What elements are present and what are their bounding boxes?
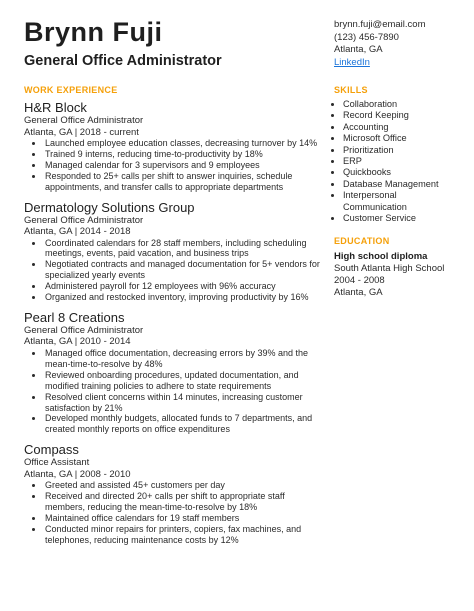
contact-phone: (123) 456-7890 xyxy=(334,31,399,43)
skill-item: • Database Management xyxy=(343,179,462,190)
contact-email[interactable]: brynn.fuji@email.com xyxy=(334,19,426,30)
job-bullets xyxy=(24,238,320,303)
skill-item: • Customer Service xyxy=(343,213,462,224)
skills-list xyxy=(334,99,462,224)
work-experience-heading: WORK EXPERIENCE xyxy=(24,85,118,95)
linkedin-link[interactable]: LinkedIn xyxy=(334,56,370,68)
job-bullet: • Conducted minor repairs for printers, copiers, fax machines, and telephones, reducing maintenance costs by 12% xyxy=(44,524,320,546)
education-heading: EDUCATION xyxy=(334,236,390,247)
job-bullet: • Greeted and assisted 45+ customers per day xyxy=(44,480,320,491)
job-bullet: • Developed monthly budgets, allocated funds to 7 departments, and created monthly reports on office expenditures xyxy=(44,413,320,435)
job-role: General Office Administrator xyxy=(24,214,144,226)
skill-item: • ERP xyxy=(343,156,462,167)
skill-item: • Quickbooks xyxy=(343,167,462,178)
job-company: Pearl 8 Creations xyxy=(24,309,125,325)
sidebar-column xyxy=(334,85,462,299)
job-bullet: • Negotiated contracts and managed documentation for 5+ vendors for specialized yearly events xyxy=(44,259,320,281)
contact-block xyxy=(334,19,425,69)
job-meta: Atlanta, GA | 2008 - 2010 xyxy=(24,468,131,480)
job-company: Dermatology Solutions Group xyxy=(24,199,195,215)
job-meta: Atlanta, GA | 2014 - 2018 xyxy=(24,226,131,238)
job-bullet: • Organized and restocked inventory, improving productivity by 16% xyxy=(44,292,320,303)
job-bullet: • Reviewed onboarding procedures, updated documentation, and modified training policies to adhere to state requirements xyxy=(44,370,320,392)
candidate-name: Brynn Fuji xyxy=(24,17,163,47)
contact-location: Atlanta, GA xyxy=(334,44,383,55)
job-company: Compass xyxy=(24,442,79,458)
job-bullet: • Maintained office calendars for 19 staff members xyxy=(44,513,320,524)
job-meta: Atlanta, GA | 2018 - current xyxy=(24,126,139,138)
work-experience-section xyxy=(24,85,320,546)
job-bullet: • Launched employee education classes, decreasing turnover by 14% xyxy=(44,138,320,149)
job-bullets xyxy=(24,138,320,193)
job-entry xyxy=(24,200,320,303)
job-entry xyxy=(24,442,320,545)
skill-item: • Record Keeping xyxy=(343,110,462,121)
job-entry xyxy=(24,310,320,435)
education-years: 2004 - 2008 xyxy=(334,275,385,287)
skill-item: • Accounting xyxy=(343,122,462,133)
skill-item: • Prioritization xyxy=(343,145,462,156)
education-degree: High school diploma xyxy=(334,251,428,263)
skill-item: • Microsoft Office xyxy=(343,133,462,144)
job-bullet: • Responded to 25+ calls per shift to answer inquiries, schedule appointments, and transfer calls to appropriate departments xyxy=(44,171,320,193)
job-bullet: • Resolved client concerns within 14 minutes, increasing customer satisfaction by 21% xyxy=(44,392,320,414)
job-company: H&R Block xyxy=(24,100,87,115)
job-bullet: • Coordinated calendars for 28 staff members, including scheduling meetings, events, paid vacation, and business trips xyxy=(44,238,320,260)
job-bullets xyxy=(24,480,320,545)
job-entry xyxy=(24,100,320,193)
job-role: General Office Administrator xyxy=(24,324,144,336)
job-bullet: • Trained 9 interns, reducing time-to-productivity by 18% xyxy=(44,149,320,160)
candidate-title: General Office Administrator xyxy=(24,53,222,69)
job-bullet: • Administered payroll for 12 employees with 96% accuracy xyxy=(44,281,320,292)
job-bullet: • Managed office documentation, decreasing errors by 39% and the mean-time-to-resolve by 48% xyxy=(44,348,320,370)
education-school: South Atlanta High School xyxy=(334,263,445,275)
skill-item: • Collaboration xyxy=(343,99,462,110)
job-role: Office Assistant xyxy=(24,457,90,469)
job-meta: Atlanta, GA | 2010 - 2014 xyxy=(24,336,131,348)
job-bullet: • Received and directed 20+ calls per shift to appropriate staff members, reducing the mean-time-to-resolve by 18% xyxy=(44,491,320,513)
skill-item: • Interpersonal Communication xyxy=(343,190,462,213)
job-role: General Office Administrator xyxy=(24,115,144,126)
skills-heading: SKILLS xyxy=(334,85,368,95)
job-bullets xyxy=(24,348,320,435)
education-location: Atlanta, GA xyxy=(334,287,383,299)
job-bullet: • Managed calendar for 3 supervisors and 9 employees xyxy=(44,160,320,171)
